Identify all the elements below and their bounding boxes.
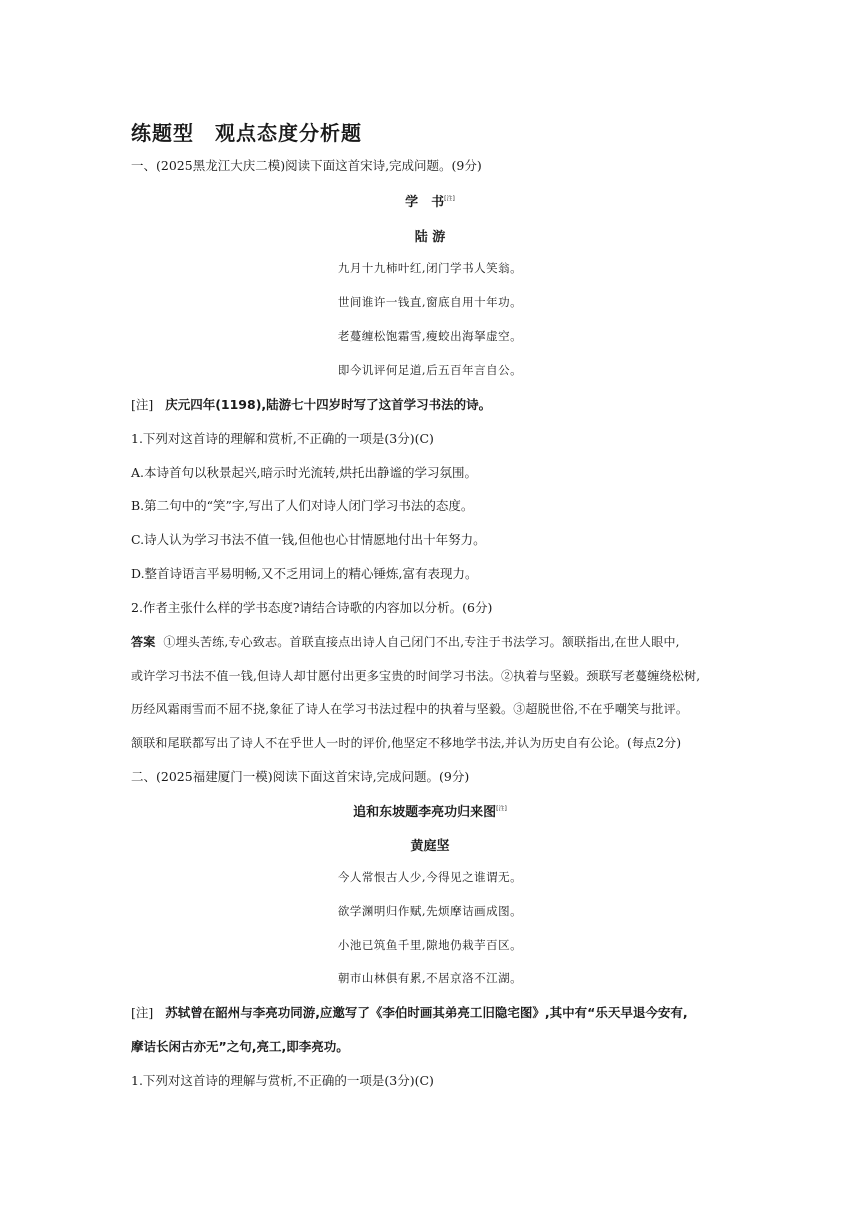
section1-question-1: 1.下列对这首诗的理解和赏析,不正确的一项是(3分)(C) [131, 431, 434, 446]
answer-label: 答案 [131, 635, 156, 649]
section1-answer-line: 或许学习书法不值一钱,但诗人却甘愿付出更多宝贵的时间学习书法。②执着与坚毅。颈联写老蔓缠绕松树, [131, 669, 701, 683]
section2-note [131, 1004, 731, 1022]
section1-answer-line [131, 633, 731, 650]
section1-poem-title-note: [注] [444, 195, 455, 203]
section1-poem-line: 即今讥评何足道,后五百年言自公。 [337, 363, 523, 377]
section1-option-b: B.第二句中的“笑”字,写出了人们对诗人闭门学习书法的态度。 [131, 498, 474, 513]
section1-answer-line: 颔联和尾联都写出了诗人不在乎世人一时的评价,他坚定不移地学书法,并认为历史自有公论。(每点2分) [131, 736, 682, 750]
section1-option-a: A.本诗首句以秋景起兴,暗示时光流转,烘托出静谧的学习氛围。 [131, 465, 477, 480]
section2-intro: 二、(2025福建厦门一模)阅读下面这首宋诗,完成问题。(9分) [131, 769, 470, 784]
section2-question-1: 1.下列对这首诗的理解与赏析,不正确的一项是(3分)(C) [131, 1073, 434, 1088]
section1-note-text: 庆元四年(1198),陆游七十四岁时写了这首学习书法的诗。 [165, 397, 492, 412]
section2-poem-title-text: 追和东坡题李亮功归来图 [353, 805, 497, 820]
section2-poem-title [0, 801, 860, 820]
section2-poem-line: 小池已筑鱼千里,隙地仍栽芋百区。 [337, 938, 523, 952]
answer-text: ①埋头苦练,专心致志。首联直接点出诗人自己闭门不出,专注于书法学习。颔联指出,在世人眼中, [163, 635, 680, 649]
section2-poem-line: 欲学渊明归作赋,先烦摩诘画成图。 [337, 904, 523, 918]
section1-note-tag: [注] [131, 397, 154, 412]
section1-poem-title [0, 191, 860, 210]
section1-poem-line: 世间谁许一钱直,窗底自用十年功。 [337, 295, 523, 309]
section2-note-continued: 摩诘长闲古亦无”之句,亮工,即李亮功。 [131, 1039, 349, 1054]
section2-poem-author: 黄庭坚 [410, 839, 450, 854]
section2-poem-title-note: [注] [496, 805, 507, 813]
section2-poem-line: 今人常恨古人少,今得见之谁谓无。 [337, 870, 523, 884]
section1-poem-author: 陆 游 [414, 230, 446, 245]
section1-option-d: D.整首诗语言平易明畅,又不乏用词上的精心锤炼,富有表现力。 [131, 566, 478, 581]
section1-poem-line: 老蔓缠松饱霜雪,瘦蛟出海拏虚空。 [337, 329, 523, 343]
section1-answer-line: 历经风霜雨雪而不屈不挠,象征了诗人在学习书法过程中的执着与坚毅。③超脱世俗,不在乎嘲笑与批评。 [131, 702, 689, 716]
page-title: 练题型 观点态度分析题 [131, 121, 362, 145]
section2-note-text: 苏轼曾在韶州与李亮功同游,应邀写了《李伯时画其弟亮工旧隐宅图》,其中有“乐天早退今安有, [165, 1005, 688, 1020]
section2-poem-line: 朝市山林俱有累,不居京洛不江湖。 [337, 971, 523, 985]
section1-poem-title-text: 学 书 [405, 195, 445, 210]
section1-intro: 一、(2025黑龙江大庆二模)阅读下面这首宋诗,完成问题。(9分) [131, 158, 482, 173]
section1-question-2: 2.作者主张什么样的学书态度?请结合诗歌的内容加以分析。(6分) [131, 600, 493, 615]
section1-option-c: C.诗人认为学习书法不值一钱,但他也心甘情愿地付出十年努力。 [131, 532, 486, 547]
section1-poem-line: 九月十九柿叶红,闭门学书人笑翁。 [337, 261, 523, 275]
section2-note-tag: [注] [131, 1005, 154, 1020]
section1-note [131, 396, 731, 414]
